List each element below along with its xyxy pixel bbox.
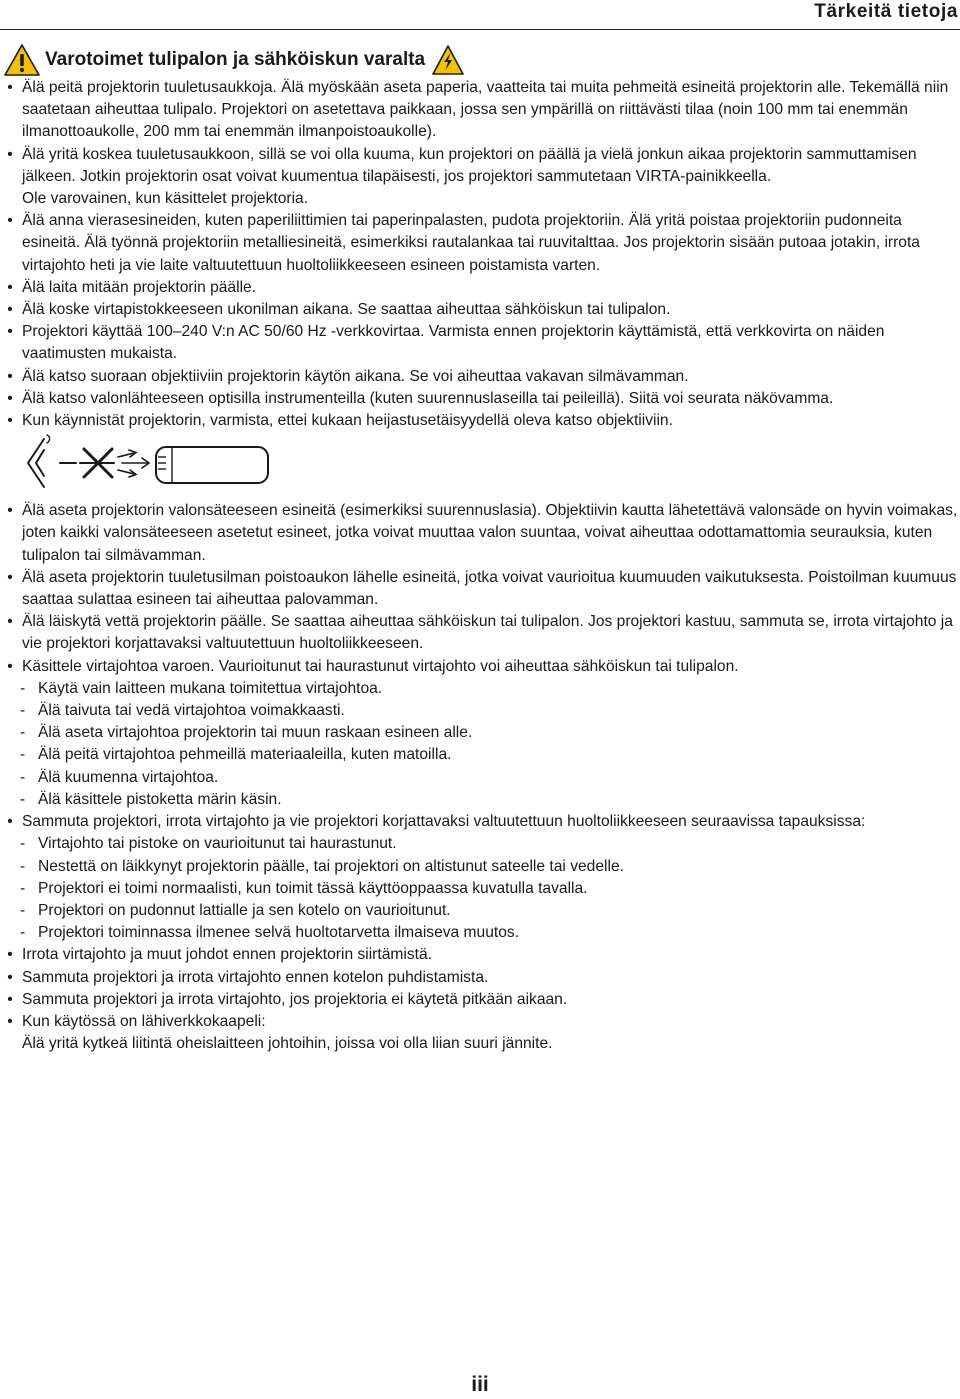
item-text: Älä yritä koskea tuuletusaukkoon, sillä se voi olla kuuma, kun projektori on päällä ja vielä jonkun aikaa projektorin sammuttamisen jälkeen. Jotkin projektorin osat voivat kuumentua tilapäisesti, jos projektori sammutetaan VIRTA-painikkeella. [22,145,917,185]
light-beam-icon [118,450,149,477]
bullet: • [7,968,13,986]
page-header [0,0,960,30]
list-item [0,388,960,410]
subitem-text: Älä kuumenna virtajohtoa. [38,768,219,786]
list-item [0,944,960,966]
list-item [0,989,960,1011]
item-text: Irrota virtajohto ja muut johdot ennen projektorin siirtämistä. [22,946,432,964]
dash: - [20,879,26,897]
bullet: • [7,657,13,675]
eye-icon [28,435,50,487]
item-text: Älä aseta projektorin tuuletusilman poistoaukon lähelle esineitä, jotka voivat vaurioitua kuumuuden vaikutuksesta. Poistoilman kuumuus saattaa sulattaa esineen tai aiheuttaa palovamman. [22,568,957,609]
bullet: • [7,301,13,319]
subitem-text: Älä taivuta tai vedä virtajohtoa voimakkaasti. [38,702,345,720]
list-item [0,210,960,277]
subitem-text: Älä aseta virtajohtoa projektorin tai muun raskaan esineen alle. [38,724,473,742]
bullet: • [7,212,13,230]
item-text: Sammuta projektori, irrota virtajohto ja vie projektori korjattavaksi valtuutettuun huoltoliikkeeseen seuraavissa tapauksissa: [22,813,866,831]
sub-list-item [0,767,960,789]
subitem-text: Projektori on pudonnut lattialle ja sen kotelo on vaurioitunut. [38,901,451,919]
bullet: • [7,145,13,163]
list-item [0,500,960,567]
sub-list-item [0,700,960,722]
dash: - [20,746,26,764]
bullet: • [7,813,13,831]
bullet: • [7,613,13,631]
lens-warning-illustration [22,433,282,497]
section-heading [3,42,465,78]
subitem-text: Projektori toiminnassa ilmenee selvä huoltotarvetta ilmaiseva muutos. [38,924,520,942]
dash: - [20,790,26,808]
subitem-text: Nestettä on läikkynyt projektorin päälle, tai projektori on altistunut sateelle tai vedelle. [38,857,624,875]
sub-list-item [0,856,960,878]
list-item [0,811,960,833]
dash: - [20,924,26,942]
dash: - [20,857,26,875]
page-number: iii [471,1373,489,1396]
bullet: • [7,389,13,407]
bullet: • [7,367,13,385]
warning-triangle-icon [3,43,41,77]
sub-list-item [0,922,960,944]
list-item [0,410,960,432]
section-title: Varotoimet tulipalon ja sähköiskun varalta [45,49,426,70]
list-item [0,277,960,299]
list-item [0,1011,960,1033]
subitem-text: Älä peitä virtajohtoa pehmeillä materiaaleilla, kuten matoilla. [38,746,452,764]
sub-list-item [0,722,960,744]
list-item [0,567,960,611]
dash: - [20,901,26,919]
item-text: Kun käynnistät projektorin, varmista, ettei kukaan heijastusetäisyydellä oleva katso objektiiviin. [22,412,673,430]
bullet: • [7,946,13,964]
lightning-triangle-icon [431,44,465,76]
dash: - [20,724,26,742]
bullet: • [7,79,13,96]
list-item [0,967,960,989]
dash: - [20,835,26,853]
dash: - [20,702,26,720]
item-text: Sammuta projektori ja irrota virtajohto, jos projektoria ei käytetä pitkään aikaan. [22,990,568,1008]
list-item [0,144,960,188]
item-text: Älä aseta projektorin valonsäteeseen esineitä (esimerkiksi suurennuslasia). Objektiivin kautta lähetettävä valonsäde on hyvin voimakas, joten kaikki valonsäteeseen asetetut esineet, jotka voivat muuttaa valon suuntaa, voivat aiheuttaa odottamattomia seurauksia, kuten tulipalon tai silmävamman. [22,502,958,564]
item-text: Projektori käyttää 100–240 V:n AC 50/60 Hz -verkkovirtaa. Varmista ennen projektorin käyttämistä, että verkkovirta on näiden vaatimusten mukaista. [22,323,885,363]
item-text: Sammuta projektori ja irrota virtajohto ennen kotelon puhdistamista. [22,968,489,986]
sub-list-item [0,833,960,855]
projector-icon [156,447,268,483]
list-item [0,77,960,144]
sub-list-item [0,744,960,766]
item-text: Älä anna vierasesineiden, kuten paperiliittimien tai paperinpalasten, pudota projektoriin. Älä yritä poistaa projektoriin pudonneita esineitä. Älä työnnä projektoriin metalliesineitä, esimerkiksi rautalankaa tai ruuvitalttaa. Jos projektorin sisään putoaa jotakin, irrota virtajohto heti ja vie laite valtuutettuun huoltoliikkeeseen esineen poistamista varten. [22,212,920,274]
item-text: Käsittele virtajohtoa varoen. Vaurioitunut tai haurastunut virtajohto voi aiheuttaa sähköiskun tai tulipalon. [22,657,739,675]
sub-list-item [0,678,960,700]
item-text: Kun käytössä on lähiverkkokaapeli: [22,1012,266,1030]
dash: - [20,679,26,697]
sub-list-item [0,789,960,811]
bullet: • [7,412,13,430]
item-text: Älä läiskytä vettä projektorin päälle. Se saattaa aiheuttaa sähköiskun tai tulipalon. Jos projektori kastuu, sammuta se, irrota virtajohto ja vie projektori korjattavaksi valtuutettuun huoltoliikkeeseen. [22,613,953,653]
list-item [0,611,960,655]
header-rule [0,29,960,30]
subitem-text: Älä käsittele pistoketta märin käsin. [38,790,282,808]
sub-list-item [0,900,960,922]
bullet: • [7,1012,13,1030]
lan-note: Älä yritä kytkeä liitintä oheislaitteen johtoihin, joissa voi olla liian suuri jännite. [22,1035,553,1053]
item-text: Älä peitä projektorin tuuletusaukkoja. Älä myöskään aseta paperia, vaatteita tai muita pehmeitä esineitä projektorin alle. Tekemällä niin saatetaan aiheuttaa tulipalo. Projektori on asetettava paikkaan, jossa sen ympärillä on riittävästi tilaa (noin 100 mm tai enemmän ilmanottoaukolle, 200 mm tai enemmän ilmanpoistoaukolle). [22,79,949,141]
item-text: Älä koske virtapistokkeeseen ukonilman aikana. Se saattaa aiheuttaa sähköiskun tai tulipalon. [22,301,671,319]
item-text: Älä katso suoraan objektiiviin projektorin käytön aikana. Se voi aiheuttaa vakavan silmävamman. [22,367,689,385]
subitem-text: Virtajohto tai pistoke on vaurioitunut tai haurastunut. [38,835,397,853]
dash: - [20,768,26,786]
item-text: Älä laita mitään projektorin päälle. [22,278,257,296]
safety-list [0,77,960,1055]
prohibited-sightline-icon [60,449,114,477]
bullet: • [7,568,13,586]
sub-list-item [0,878,960,900]
list-item [0,366,960,388]
bullet: • [7,502,13,520]
bullet: • [7,990,13,1008]
header-title: Tärkeitä tietoja [814,1,958,22]
item-continuation: Ole varovainen, kun käsittelet projektoria. [22,190,309,208]
do-not-look-into-lens-illustration [22,432,960,500]
subitem-text: Käytä vain laitteen mukana toimitettua virtajohtoa. [38,679,383,697]
list-item [0,321,960,365]
subitem-text: Projektori ei toimi normaalisti, kun toimit tässä käyttöoppaassa kuvatulla tavalla. [38,879,588,897]
item-text: Älä katso valonlähteeseen optisilla instrumenteilla (kuten suurennuslaseilla tai peileillä). Siitä voi seurata näkövamma. [22,389,834,407]
bullet: • [7,323,13,341]
list-item [0,656,960,678]
list-item [0,299,960,321]
bullet: • [7,278,13,296]
